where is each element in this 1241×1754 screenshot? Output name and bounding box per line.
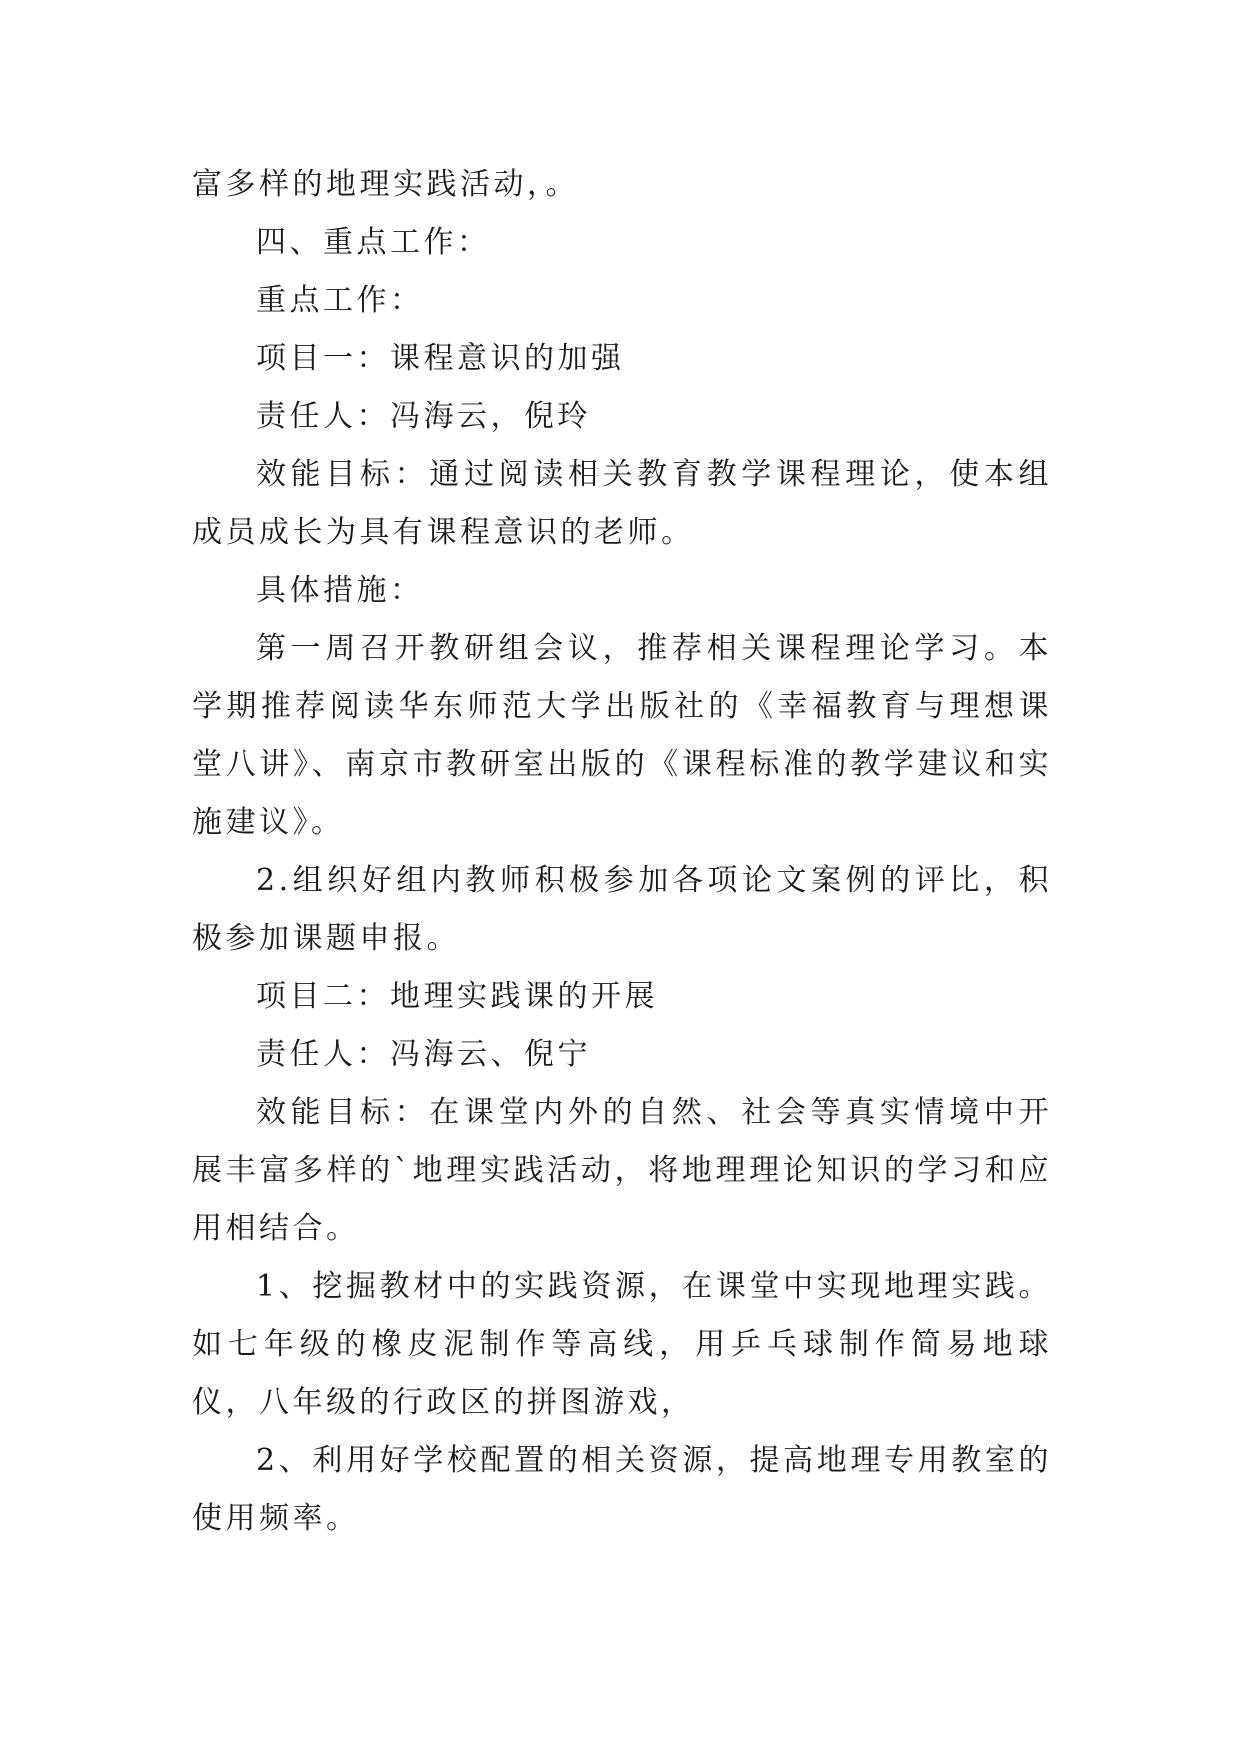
project-one-goal: 效能目标：通过阅读相关教育教学课程理论，使本组成员成长为具有课程意识的老师。 xyxy=(192,457,1052,550)
measures-heading: 具体措施： xyxy=(256,573,424,608)
practice-item-one: 1、挖掘教材中的实践资源，在课堂中实现地理实践。如七年级的橡皮泥制作等高线，用乒乓球制作简易地球仪，八年级的行政区的拼图游戏， xyxy=(192,1269,1052,1420)
measure-first-week: 第一周召开教研组会议，推荐相关课程理论学习。本学期推荐阅读华东师范大学出版社的《幸福教育与理想课堂八讲》、南京市教研室出版的《课程标准的教学建议和实施建议》。 xyxy=(192,631,1052,840)
project-one-title: 项目一：课程意识的加强 xyxy=(256,341,625,376)
document-page xyxy=(192,156,1052,1548)
practice-item-two: 2、利用好学校配置的相关资源，提高地理专用教室的使用频率。 xyxy=(192,1443,1052,1536)
project-one-owner: 责任人：冯海云，倪玲 xyxy=(256,399,591,434)
subheading-key-work: 重点工作： xyxy=(256,283,424,318)
project-two-goal: 效能目标：在课堂内外的自然、社会等真实情境中开展丰富多样的`地理实践活动，将地理理论知识的学习和应用相结合。 xyxy=(192,1095,1052,1246)
section-heading-key-work: 四、重点工作： xyxy=(256,225,491,260)
project-two-owner: 责任人：冯海云、倪宁 xyxy=(256,1037,591,1072)
project-two-title: 项目二：地理实践课的开展 xyxy=(256,979,658,1014)
measure-two: 2.组织好组内教师积极参加各项论文案例的评比，积极参加课题申报。 xyxy=(192,863,1052,956)
paragraph-continuation: 富多样的地理实践活动，。 xyxy=(192,167,579,202)
